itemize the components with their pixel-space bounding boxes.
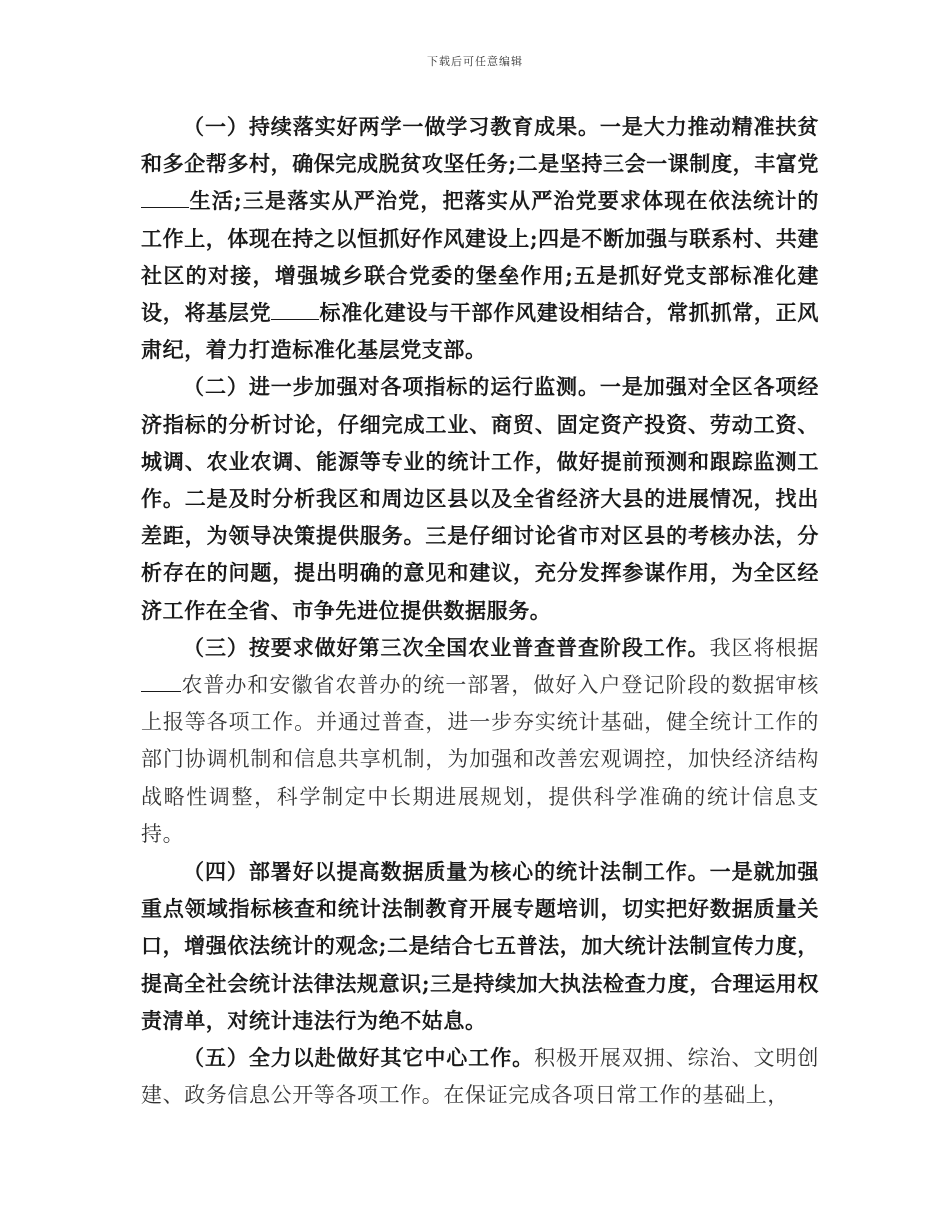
page-header: 下载后可任意编辑 xyxy=(427,55,523,68)
paragraph-3-heading: （三）按要求做好第三次全国农业普查普查阶段工作。 xyxy=(183,634,710,660)
paragraph-2-heading: （二）进一步加强对各项指标的运行监测。 xyxy=(183,374,600,400)
paragraph-4-heading: （四）部署好以提高数据质量为核心的统计法制工作。 xyxy=(183,859,710,885)
paragraph-5-heading: （五）全力以赴做好其它中心工作。 xyxy=(183,1045,535,1071)
paragraph-2 xyxy=(141,368,819,628)
fill-in-blank xyxy=(271,301,319,320)
paragraph-3-body-part-1: 我区将根据 xyxy=(709,635,819,660)
fill-in-blank xyxy=(141,189,189,208)
document-body xyxy=(141,108,819,1114)
paragraph-2-body: 一是加强对全区各项经济指标的分析讨论，仔细完成工业、商贸、固定资产投资、劳动工资、城调、农业农调、能源等专业的统计工作，做好提前预测和跟踪监测工作。二是及时分析我区和周边区县以及全省经济大县的进展情况，找出差距，为领导决策提供服务。三是仔细讨论省市对区县的考核办法，分析存在的问题，提出明确的意见和建议，充分发挥参谋作用，为全区经济工作在全省、市争先进位提供数据服务。 xyxy=(141,374,820,623)
paragraph-1-body-part-2: 生活;三是落实从严治党，把落实从严治党要求体现在依法统计的工作上，体现在持之以恒抓好作风建设上;四是不断加强与联系村、共建社区的对接，增强城乡联合党委的堡垒作用;五是抓好党支部标准化建设，将基层党 xyxy=(141,188,819,326)
paragraph-1 xyxy=(141,108,819,368)
fill-in-blank xyxy=(141,673,181,692)
paragraph-1-body-part-1: 一是大力推动精准扶贫和多企帮多村，确保完成脱贫攻坚任务;二是坚持三会一课制度，丰富党 xyxy=(141,114,820,177)
paragraph-3 xyxy=(141,629,819,853)
paragraph-5-body: 积极开展双拥、综治、文明创建、政务信息公开等各项工作。在保证完成各项日常工作的基础上， xyxy=(141,1046,819,1108)
paragraph-5 xyxy=(141,1039,819,1114)
paragraph-1-body-part-3: 标准化建设与干部作风建设相结合，常抓抓常，正风肃纪，着力打造标准化基层党支部。 xyxy=(141,300,819,363)
paragraph-1-heading: （一）持续落实好两学一做学习教育成果。 xyxy=(183,114,600,139)
paragraph-4 xyxy=(141,853,819,1039)
paragraph-4-body: 一是就加强重点领域指标核查和统计法制教育开展专题培训，切实把好数据质量关口，增强依法统计的观念;二是结合七五普法，加大统计法制宣传力度，提高全社会统计法律法规意识;三是持续加大执法检查力度，合理运用权责清单，对统计违法行为绝不姑息。 xyxy=(141,859,819,1033)
paragraph-3-body-part-2: 农普办和安徽省农普办的统一部署，做好入户登记阶段的数据审核上报等各项工作。并通过普查，进一步夯实统计基础，健全统计工作的部门协调机制和信息共享机制，为加强和改善宏观调控，加快经济结构战略性调整，科学制定中长期进展规划，提供科学准确的统计信息支持。 xyxy=(141,673,819,846)
